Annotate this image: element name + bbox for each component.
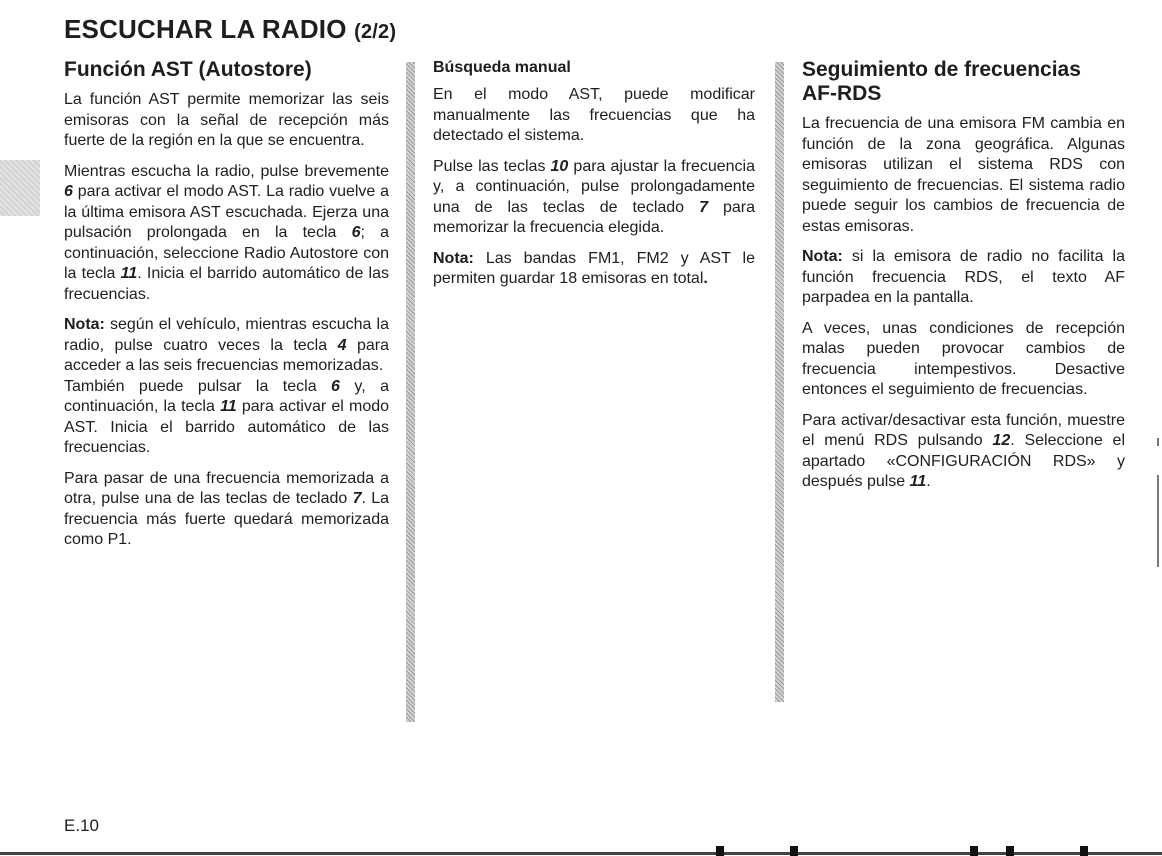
column-ast-function bbox=[64, 58, 389, 561]
ast-heading: Función AST (Autostore) bbox=[64, 58, 312, 81]
key-ref: 7 bbox=[352, 490, 362, 507]
note-label: Nota: bbox=[433, 249, 474, 267]
key-ref: 4 bbox=[337, 336, 347, 354]
manual-search-steps: Pulse las teclas 10 para ajustar la frecuencia y, a continuación, pulse prolongadamente una de las teclas de teclado 7 para memorizar la frecuencia elegida. bbox=[433, 157, 755, 236]
key-ref: 10 bbox=[550, 157, 569, 175]
page-title-text: ESCUCHAR LA RADIO bbox=[64, 14, 347, 44]
manual-search-heading: Búsqueda manual bbox=[433, 59, 571, 76]
key-ref: 6 bbox=[351, 224, 361, 241]
key-ref: 12 bbox=[992, 432, 1011, 449]
page-number: E.10 bbox=[64, 816, 99, 835]
key-ref: 11 bbox=[220, 398, 237, 415]
key-ref: 7 bbox=[699, 198, 708, 216]
page-bottom-rule bbox=[0, 852, 1162, 855]
key-ref: 11 bbox=[120, 265, 138, 282]
note-label: Nota: bbox=[64, 316, 105, 333]
key-ref: 6 bbox=[331, 377, 340, 395]
ast-alternative-paragraph: También puede pulsar la tecla 6 y, a continuación, la tecla 11 para activar el modo AST. Inicia el barrido automático de las frecuencias. bbox=[64, 377, 390, 456]
edge-mark bbox=[1157, 438, 1159, 446]
page-title bbox=[64, 14, 396, 45]
section-tab-marker bbox=[0, 160, 40, 216]
key-ref: 6 bbox=[64, 183, 73, 200]
note-label: Nota: bbox=[802, 248, 843, 265]
column-divider-bar bbox=[775, 62, 784, 702]
ast-intro-paragraph: La función AST permite memorizar las seis emisoras con la señal de recepción más fuerte de la región en la que se encuentra. bbox=[64, 91, 389, 149]
manual-search-intro: En el modo AST, puede modificar manualmente las frecuencias que ha detectado el sistema. bbox=[433, 86, 755, 144]
registration-mark bbox=[716, 846, 724, 856]
af-rds-intro: La frecuencia de una emisora FM cambia en función de la zona geográfica. Algunas emisoras utilizan el sistema RDS con seguimiento de frecuencias. El sistema radio puede seguir los cambios de frecuencia de estas emisoras. bbox=[802, 115, 1125, 235]
af-rds-note: Nota: si la emisora de radio no facilita la función frecuencia RDS, el texto AF parpadea en la pantalla. bbox=[802, 248, 1125, 306]
column-divider-bar bbox=[406, 62, 415, 722]
registration-mark bbox=[970, 846, 978, 856]
ast-preset-paragraph: Para pasar de una frecuencia memorizada a otra, pulse una de las teclas de teclado 7. La frecuencia más fuerte quedará memorizada como P1. bbox=[64, 469, 389, 548]
ast-note-paragraph: Nota: según el vehículo, mientras escucha la radio, pulse cuatro veces la tecla 4 para acceder a las seis frecuencias memorizadas. bbox=[64, 316, 390, 374]
ast-activation-paragraph: Mientras escucha la radio, pulse brevemente 6 para activar el modo AST. La radio vuelve a la última emisora AST escuchada. Ejerza una pulsación prolongada en la tecla 6; a continuación, seleccione Radio Autostore con la tecla 11. Inicia el barrido automático de las frecuencias. bbox=[64, 162, 389, 303]
af-rds-toggle-paragraph: Para activar/desactivar esta función, muestre el menú RDS pulsando 12. Seleccione el apartado «CONFIGURACIÓN RDS» y después pulse 11. bbox=[802, 411, 1125, 490]
registration-mark bbox=[1080, 846, 1088, 856]
column-af-rds bbox=[802, 58, 1125, 503]
manual-search-note: Nota: Las bandas FM1, FM2 y AST le permiten guardar 18 emisoras en total. bbox=[433, 249, 755, 287]
edge-mark bbox=[1157, 475, 1159, 567]
af-rds-heading: Seguimiento de frecuencias AF-RDS bbox=[802, 58, 1081, 105]
registration-mark bbox=[1006, 846, 1014, 856]
registration-mark bbox=[790, 846, 798, 856]
af-rds-reception-paragraph: A veces, unas condiciones de recepción malas pueden provocar cambios de frecuencia intempestivos. Desactive entonces el seguimiento de frecuencias. bbox=[802, 319, 1125, 398]
key-ref: 11 bbox=[909, 473, 927, 490]
page-title-suffix: (2/2) bbox=[354, 21, 397, 43]
column-manual-search bbox=[433, 58, 755, 300]
